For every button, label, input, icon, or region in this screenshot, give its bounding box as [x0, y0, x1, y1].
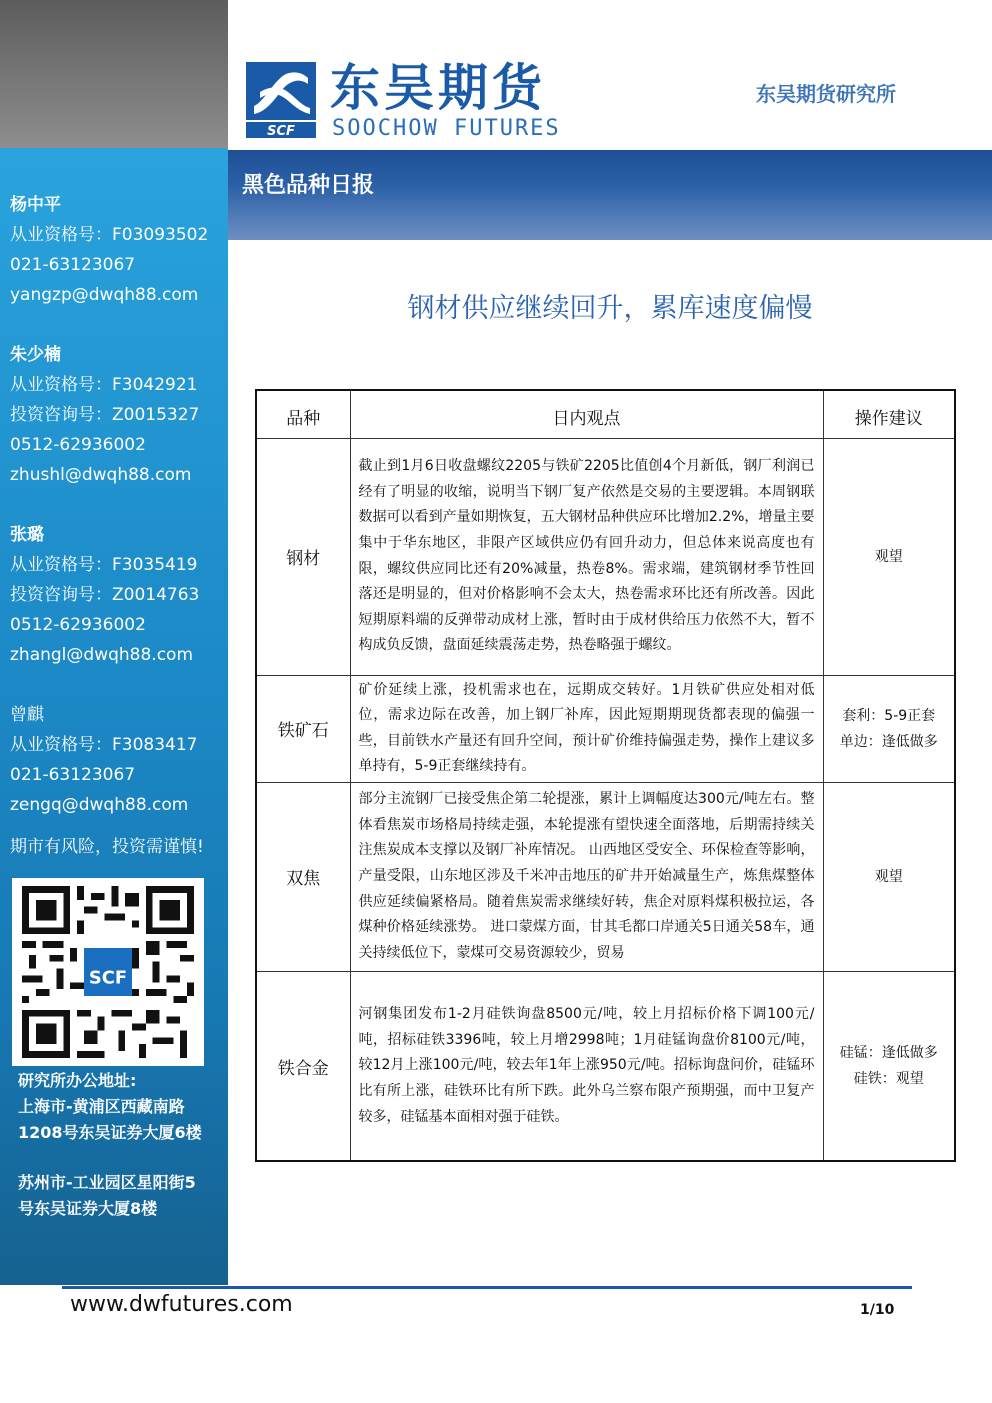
- analyst-card-4: [10, 700, 198, 820]
- analyst-phone: 0512-62936002: [10, 435, 146, 455]
- row-category: 铁矿石: [256, 675, 350, 782]
- report-type-banner: [228, 150, 992, 240]
- analyst-email[interactable]: zhangl@dwqh88.com: [10, 645, 194, 665]
- column-header-category: 品种: [256, 390, 350, 438]
- risk-note: 期市有风险，投资需谨慎!: [10, 837, 204, 857]
- row-view-text: 矿价延续上涨，投机需求也在，远期成交转好。1月铁矿供应处相对低位，需求边际在改善，加上钢厂补库，因此短期期现货都表现的偏强一些，目前铁水产量还有回升空间，预计矿价维持偏强走势，操作上建议多单持有，5-9正套继续持有。: [350, 675, 823, 782]
- qr-code: [12, 878, 204, 1066]
- analyst-phone: 021-63123067: [10, 255, 136, 275]
- address-heading: 研究所办公地址:: [18, 1071, 137, 1090]
- scf-logo-icon: [246, 62, 316, 140]
- advice-line: 观望: [874, 868, 903, 885]
- logo-english-name: SOOCHOW FUTURES: [332, 116, 561, 141]
- advice-line: 单边：逢低做多: [839, 733, 938, 750]
- advice-line: 套利：5-9正套: [842, 707, 936, 724]
- analyst-phone: 0512-62936002: [10, 615, 146, 635]
- row-view-text: 河钢集团发布1-2月硅铁询盘8500元/吨，较上月招标价格下调100元/吨，招标硅铁3396吨，较上月增2998吨；1月硅锰询盘价8100元/吨，较12月上涨100元/吨，较去年1年上涨950元/吨。招标询盘问价，硅锰环比有所上涨，硅铁环比有所下跌。此外乌兰察布限产预期强，而中卫复产较多，硅锰基本面相对强于硅铁。: [350, 971, 823, 1161]
- table-row: [256, 675, 955, 782]
- analyst-license: 从业资格号：F3035419: [10, 555, 198, 575]
- address-line: 上海市-黄浦区西藏南路: [18, 1097, 185, 1116]
- row-advice: [823, 438, 955, 675]
- row-category: 双焦: [256, 782, 350, 971]
- qr-logo-text: SCF: [88, 967, 128, 989]
- analyst-card-2: [10, 340, 199, 490]
- logo-chinese-name: 东吴期货: [330, 59, 546, 117]
- analyst-consult-license: 投资咨询号：Z0015327: [10, 405, 200, 425]
- column-header-advice: 操作建议: [823, 390, 955, 438]
- address-line: 1208号东吴证券大厦6楼: [18, 1123, 202, 1142]
- logo-mark-text: SCF: [267, 124, 295, 139]
- research-institute-label: 东吴期货研究所: [756, 82, 896, 106]
- analyst-name: 张璐: [10, 525, 44, 545]
- row-advice: [823, 971, 955, 1161]
- analyst-email[interactable]: zengq@dwqh88.com: [10, 795, 189, 815]
- column-header-view: 日内观点: [350, 390, 823, 438]
- row-category: 钢材: [256, 438, 350, 675]
- analyst-name: 杨中平: [10, 195, 61, 215]
- table-row: [256, 782, 955, 971]
- advice-line: 观望: [874, 548, 903, 565]
- analyst-license: 从业资格号：F3083417: [10, 735, 198, 755]
- address-line: 号东吴证券大厦8楼: [18, 1199, 158, 1218]
- row-view-text: 截止到1月6日收盘螺纹2205与铁矿2205比值创4个月新低，钢厂利润已经有了明显的收缩，说明当下钢厂复产依然是交易的主要逻辑。本周钢联数据可以看到产量如期恢复，五大钢材品种供应环比增加2.2%，增量主要集中于华东地区，非限产区域供应仍有回升动力，但总体来说高度也有限，螺纹供应同比还有20%减量，热卷8%。需求端，建筑钢材季节性回落还是明显的，但对价格影响不会太大，热卷需求环比还有所改善。因此短期原料端的反弹带动成材上涨，暂时由于成材供给压力依然不大，暂不构成负反馈，盘面延续震荡走势，热卷略强于螺纹。: [350, 438, 823, 675]
- sidebar-top-band: [0, 0, 228, 148]
- analyst-license: 从业资格号：F03093502: [10, 225, 209, 245]
- analyst-email[interactable]: yangzp@dwqh88.com: [10, 285, 199, 305]
- row-advice: [823, 782, 955, 971]
- banner-title: 黑色品种日报: [242, 173, 375, 198]
- analyst-license: 从业资格号：F3042921: [10, 375, 198, 395]
- advice-line: 硅锰：逢低做多: [839, 1045, 938, 1062]
- page-number: 1/10: [860, 1302, 895, 1318]
- office-address-shanghai: [18, 1068, 202, 1146]
- row-category: 铁合金: [256, 971, 350, 1161]
- row-view-text: 部分主流钢厂已接受焦企第二轮提涨，累计上调幅度达300元/吨左右。整体看焦炭市场格局持续走强，本轮提涨有望快速全面落地，后期需持续关注焦炭成本支撑以及钢厂补库情况。 山西地区受安全、环保检查等影响，产量受限，山东地区涉及千米冲击地压的矿井开始减量生产，炼焦煤整体供应延续偏紧格局。随着焦炭需求继续好转，焦企对原料煤积极拉运，各煤种价格延续涨势。 进口蒙煤方面，甘其毛都口岸通关5日通关58车，通关持续低位下，蒙煤可交易资源较少，贸易: [350, 782, 823, 971]
- report-title: 钢材供应继续回升，累库速度偏慢: [407, 293, 813, 324]
- advice-line: 硅铁：观望: [853, 1071, 924, 1088]
- analyst-card-1: [10, 190, 208, 310]
- table-row: [256, 971, 955, 1161]
- analyst-consult-license: 投资咨询号：Z0014763: [10, 585, 200, 605]
- analyst-name: 曾麒: [10, 705, 44, 725]
- row-advice: [823, 675, 955, 782]
- analyst-name: 朱少楠: [10, 345, 61, 365]
- table-header-row: [256, 390, 955, 438]
- qr-code-icon: [20, 886, 196, 1058]
- table-row: [256, 438, 955, 675]
- footer-website-link[interactable]: www.dwfutures.com: [70, 1292, 293, 1317]
- office-address-suzhou: [18, 1170, 196, 1222]
- commodity-view-table: [255, 389, 956, 1162]
- address-line: 苏州市-工业园区星阳街5: [18, 1173, 196, 1192]
- analyst-email[interactable]: zhushl@dwqh88.com: [10, 465, 192, 485]
- analyst-phone: 021-63123067: [10, 765, 136, 785]
- footer-divider: [62, 1286, 912, 1289]
- analyst-card-3: [10, 520, 199, 670]
